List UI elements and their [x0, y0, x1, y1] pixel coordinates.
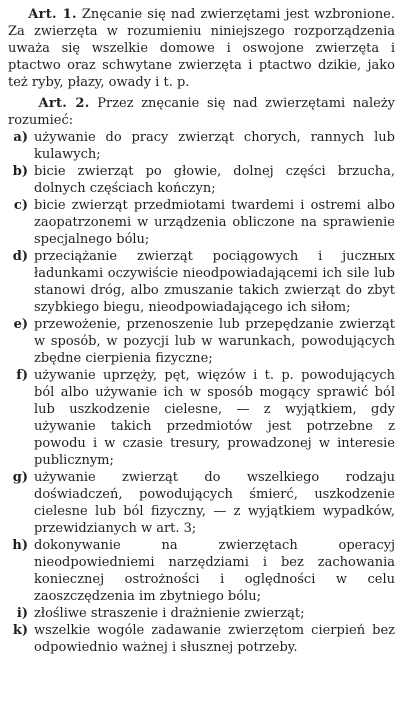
- list-item-b: [8, 163, 395, 197]
- list-item-h: [8, 537, 395, 605]
- list-item-letter: k): [12, 623, 28, 638]
- list-item-text: przewożenie, przenoszenie lub przepędzanie zwierząt w sposób, w pozycji lub w warunkach, powodujących zbędne cierpienia fizyczne;: [34, 317, 395, 366]
- list-item-f: [8, 367, 395, 469]
- list-item-letter: f): [16, 368, 28, 383]
- article-1: [8, 6, 395, 91]
- article-2-list: [8, 129, 395, 656]
- list-item-text: bicie zwierząt przedmiotami twardemi i ostremi albo zaopatrzonemi w urządzenia obliczone na sprawienie specjalnego bólu;: [34, 198, 395, 247]
- list-item-i: [8, 605, 395, 622]
- list-item-text: bicie zwierząt po głowie, dolnej części brzucha, dolnych częściach kończyn;: [34, 164, 395, 196]
- list-item-letter: c): [13, 198, 28, 213]
- list-item-k: [8, 622, 395, 656]
- list-item-g: [8, 469, 395, 537]
- list-item-letter: e): [13, 317, 28, 332]
- article-2-intro-text: Przez znęcanie się nad zwierzętami należy rozumieć:: [8, 96, 395, 128]
- list-item-letter: d): [12, 249, 28, 264]
- list-item-letter: h): [12, 538, 28, 553]
- list-item-text: przeciążanie zwierząt pociągowych i juczных ładunkami oczywiście nieodpowiadającemi ich sile lub stanowi dróg, albo zmuszanie takich zwierząt do zbyt szybkiego biegu, nieodpowiadającego ich siłom;: [34, 249, 395, 315]
- list-item-text: wszelkie wogóle zadawanie zwierzętom cierpień bez odpowiednio ważnej i słusznej potrzeby.: [34, 623, 395, 655]
- list-item-letter: i): [16, 606, 28, 621]
- list-item-e: [8, 316, 395, 367]
- list-item-c: [8, 197, 395, 248]
- list-item-text: używanie zwierząt do wszelkiego rodzaju doświadczeń, powodujących śmierć, uszkodzenie cielesne lub ból fizyczny, — z wyjątkiem wypadków, przewidzianych w art. 3;: [34, 470, 395, 536]
- list-item-letter: b): [12, 164, 28, 179]
- list-item-letter: a): [13, 130, 28, 145]
- list-item-a: [8, 129, 395, 163]
- article-2-intro: [8, 95, 395, 129]
- list-item-d: [8, 248, 395, 316]
- list-item-letter: g): [12, 470, 28, 485]
- article-1-label: Art. 1.: [28, 7, 77, 22]
- article-1-text: Znęcanie się nad zwierzętami jest wzbronione. Za zwierzęta w rozumieniu niniejszego rozporządzenia uważa się wszelkie domowe i oswojone zwierzęta i ptactwo oraz schwytane zwierzęta i ptactwo dzikie, jako też ryby, płazy, owady i t. p.: [8, 7, 396, 90]
- list-item-text: używanie uprzęży, pęt, więzów i t. p. powodujących ból albo używanie ich w sposób mogący sprawić ból lub uszkodzenie cielesne, — z wyjątkiem, gdy używanie takich przedmiotów jest potrzebne z powodu i w czasie tresury, prowadzonej w interesie publicznym;: [34, 368, 395, 468]
- list-item-text: złośliwe straszenie i drażnienie zwierząt;: [34, 606, 305, 621]
- list-item-text: dokonywanie na zwierzętach operacyj nieodpowiedniemi narzędziami i bez zachowania koniecznej ostrożności i oględności w celu zaoszczędzenia im zbytniego bólu;: [34, 538, 395, 604]
- article-2-label: Art. 2.: [38, 96, 90, 111]
- list-item-text: używanie do pracy zwierząt chorych, rannych lub kulawych;: [34, 130, 395, 162]
